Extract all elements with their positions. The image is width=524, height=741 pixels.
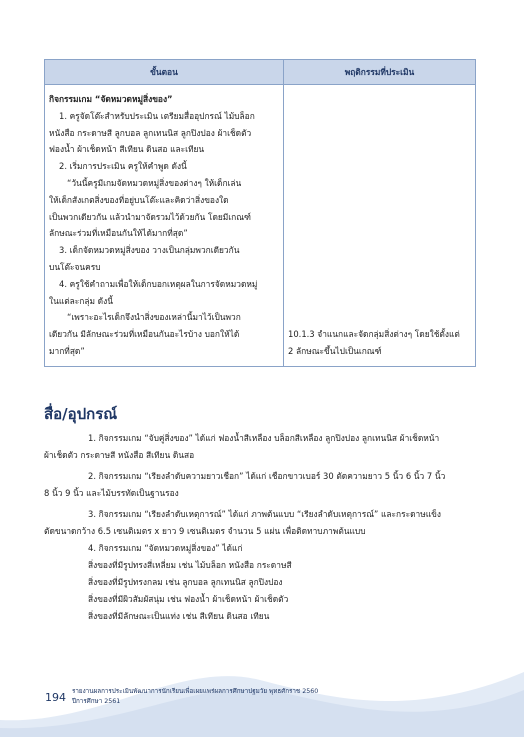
step-line: ในแต่ละกลุ่ม ดังนี้ xyxy=(49,295,113,306)
footer-line: รายงานผลการประเมินพัฒนาการนักเรียนเพื่อเผยแพร่ผลการศึกษาปฐมวัย พุทธศักราช 2560 xyxy=(72,688,319,695)
step-line: เดียวกัน มีลักษณะร่วมที่เหมือนกันอะไรบ้าง บอกให้ได้ xyxy=(49,329,240,340)
materials-item: 3. กิจกรรมเกม “เรียงลำดับเหตุการณ์” ได้แก่ ภาพต้นแบบ “เรียงลำดับเหตุการณ์” และกระดาษแข็ง xyxy=(88,509,441,519)
materials-subitem: สิ่งของที่มีผิวสัมผัสนุ่ม เช่น ฟองน้ำ ผ้าเช็ดหน้า ผ้าเช็ดตัว xyxy=(88,594,289,604)
step-line: บนโต๊ะจนครบ xyxy=(49,261,101,272)
behavior-line: 10.1.3 จำแนกและจัดกลุ่มสิ่งต่างๆ โดยใช้ตั้งแต่ xyxy=(288,329,460,339)
materials-item: 1. กิจกรรมเกม “จับคู่สิ่งของ” ได้แก่ ฟองน้ำสีเหลือง บล็อกสีเหลือง ลูกปิงปอง ลูกเทนนิส ผ้าเช็ดหน้า xyxy=(88,433,440,443)
step-line: 3. เด็กจัดหมวดหมู่สิ่งของ วางเป็นกลุ่มพวกเดียวกัน xyxy=(59,245,240,256)
behavior-line: 2 ลักษณะขึ้นไปเป็นเกณฑ์ xyxy=(288,345,382,356)
materials-item: 2. กิจกรรมเกม “เรียงลำดับความยาวเชือก” ได้แก่ เชือกขาวเบอร์ 30 ตัดความยาว 5 นิ้ว 6 นิ้ว 7 นิ้ว xyxy=(88,471,446,481)
header-behavior: พฤติกรรมที่ประเมิน xyxy=(284,60,476,85)
step-line: “วันนี้ครูมีเกมจัดหมวดหมู่สิ่งของต่างๆ ให้เด็กเล่น xyxy=(67,177,242,188)
step-line: “เพราะอะไรเด็กจึงนำสิ่งของเหล่านี้มาไว้เป็นพวก xyxy=(67,312,241,323)
behavior-cell xyxy=(284,85,476,367)
header-steps: ขั้นตอน xyxy=(45,60,284,85)
page-number: 194 xyxy=(45,691,66,704)
materials-list xyxy=(44,430,476,625)
behavior-assessment-table xyxy=(44,59,476,367)
step-line: 2. เริ่มการประเมิน ครูให้คำพูด ดังนี้ xyxy=(59,161,187,172)
step-line: 4. ครูใช้คำถามเพื่อให้เด็กบอกเหตุผลในการจัดหมวดหมู่ xyxy=(59,278,258,289)
step-line: ลักษณะร่วมที่เหมือนกันให้ได้มากที่สุด” xyxy=(49,228,188,239)
section-heading: สื่อ/อุปกรณ์ xyxy=(44,405,118,423)
step-line: ให้เด็กสังเกตสิ่งของที่อยู่บนโต๊ะและคิดว่าสิ่งของใด xyxy=(49,194,229,205)
materials-subitem: สิ่งของที่มีรูปทรงกลม เช่น ลูกบอล ลูกเทนนิส ลูกปิงปอง xyxy=(88,577,283,587)
step-line: ฟองน้ำ ผ้าเช็ดหน้า สีเทียน ดินสอ และเทียน xyxy=(49,144,205,155)
materials-item: 8 นิ้ว 9 นิ้ว และไม้บรรทัดเป็นฐานรอง xyxy=(44,488,179,498)
materials-item: 4. กิจกรรมเกม “จัดหมวดหมู่สิ่งของ” ได้แก่ xyxy=(88,543,243,553)
footer-text xyxy=(72,687,318,707)
step-line: หนังสือ กระดาษสี ลูกบอล ลูกเทนนิส ลูกปิงปอง ผ้าเช็ดตัว xyxy=(49,127,252,138)
step-line: มากที่สุด” xyxy=(49,345,85,356)
steps-cell xyxy=(45,85,284,367)
footer-line: ปีการศึกษา 2561 xyxy=(72,698,121,705)
materials-item: ตัดขนาดกว้าง 6.5 เซนติเมตร x ยาว 9 เซนติเมตร จำนวน 5 แผ่น เพื่อติดทาบภาพต้นแบบ xyxy=(44,526,366,536)
activity-title: กิจกรรมเกม “จัดหมวดหมู่สิ่งของ” xyxy=(49,94,173,104)
step-line: 1. ครูจัดโต๊ะสำหรับประเมิน เตรียมสื่ออุปกรณ์ ไม้บล็อก xyxy=(59,110,255,121)
materials-item: ผ้าเช็ดตัว กระดาษสี หนังสือ สีเทียน ดินสอ xyxy=(44,450,195,460)
step-line: เป็นพวกเดียวกัน แล้วนำมาจัดรวมไว้ด้วยกัน โดยมีเกณฑ์ xyxy=(49,211,251,222)
materials-subitem: สิ่งของที่มีลักษณะเป็นแท่ง เช่น สีเทียน ดินสอ เทียน xyxy=(88,611,270,621)
materials-subitem: สิ่งของที่มีรูปทรงสี่เหลี่ยม เช่น ไม้บล็อก หนังสือ กระดาษสี xyxy=(88,560,292,570)
